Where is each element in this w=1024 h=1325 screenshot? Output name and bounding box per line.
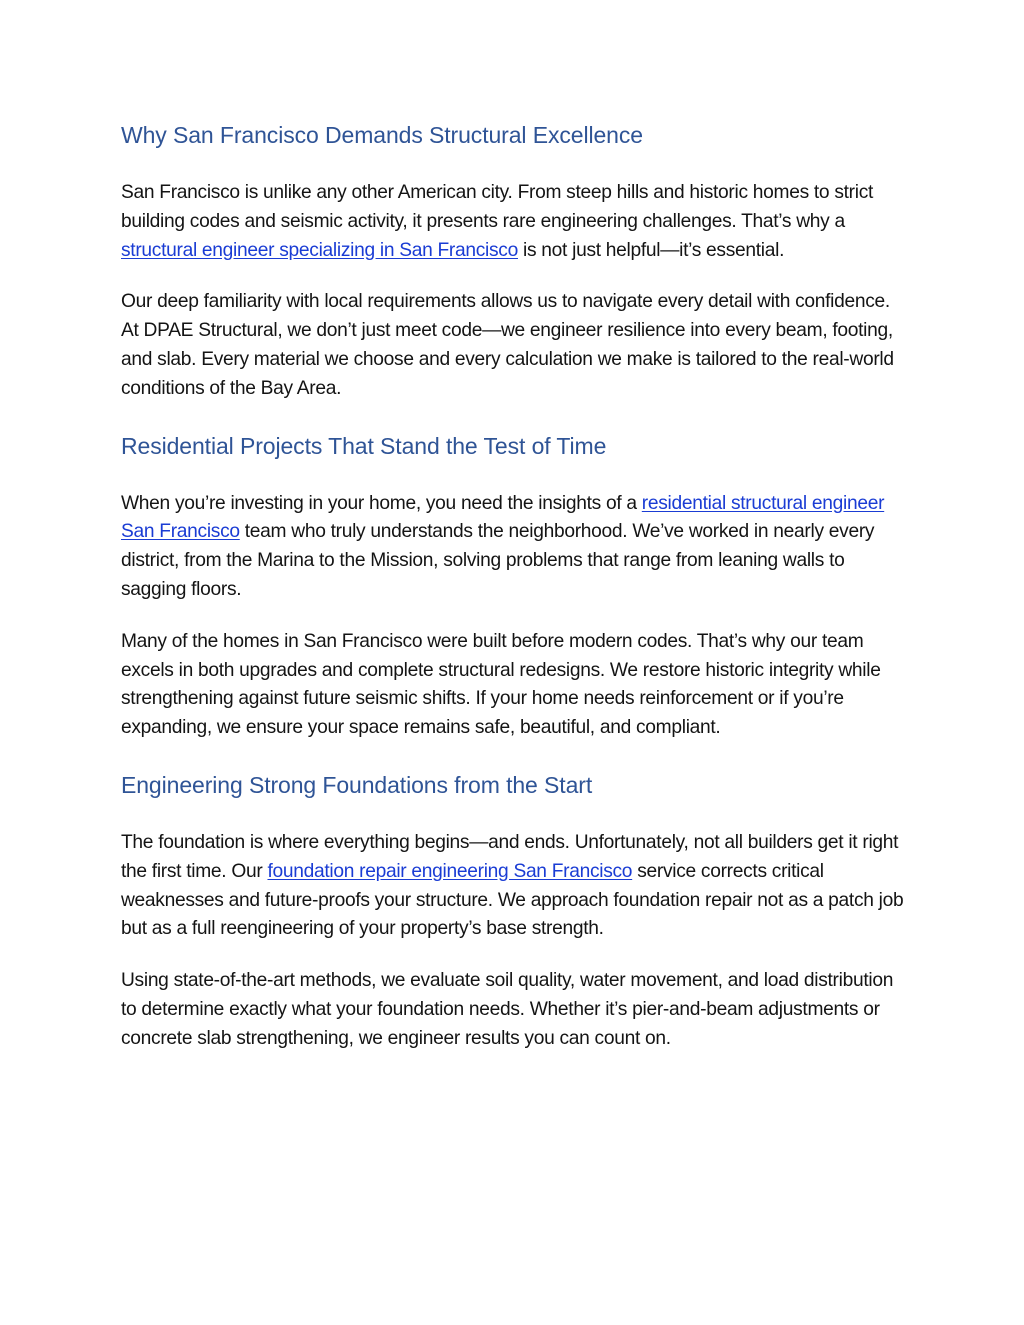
paragraph-text: The foundation is where everything begins—and ends. Unfortunately, not all builders get it right the first time. Our [121,831,899,882]
section-heading-sf-excellence: Why San Francisco Demands Structural Excellence [121,122,643,148]
paragraph-sf-intro [121,179,911,265]
paragraph-text: When you’re investing in your home, you need the insights of a [121,492,642,514]
paragraph-text: is not just helpful—it’s essential. [517,239,785,261]
paragraph-foundation-methods: Using state-of-the-art methods, we evaluate soil quality, water movement, and load distribution to determine exactly what your foundation needs. Whether it’s pier-and-beam adjustments or concrete slab strengthening, we engineer results you can count on. [121,970,894,1049]
section-heading-foundations: Engineering Strong Foundations from the Start [121,771,593,798]
paragraph-foundation-intro [121,829,911,944]
paragraph-residential-intro [121,490,911,605]
paragraph-local-familiarity: Our deep familiarity with local requirements allows us to navigate every detail with confidence. At DPAE Structural, we don’t just meet code—we engineer resilience into every beam, footing, and slab. Every material we choose and every calculation we make is tailored to the real-world conditions of the Bay Area. [121,291,894,399]
link-residential-structural-engineer[interactable]: residential structural engineer San Francisco [121,492,885,543]
paragraph-historic-homes: Many of the homes in San Francisco were built before modern codes. That’s why our team excels in both upgrades and complete structural redesigns. We restore historic integrity while strengthening against future seismic shifts. If your home needs reinforcement or if you’re expanding, we ensure your space remains safe, beautiful, and compliant. [121,630,881,739]
paragraph-text: San Francisco is unlike any other American city. From steep hills and historic homes to strict building codes and seismic activity, it presents rare engineering challenges. That’s why a [121,182,874,232]
section-heading-residential: Residential Projects That Stand the Test of Time [121,432,607,459]
link-structural-engineer-sf[interactable]: structural engineer specializing in San Francisco [121,239,518,261]
document-page [121,118,911,1054]
paragraph-text: team who truly understands the neighborhood. We’ve worked in nearly every district, from the Marina to the Mission, solving problems that range from leaning walls to sagging floors. [121,521,875,600]
link-foundation-repair-engineering[interactable]: foundation repair engineering San Francisco [267,860,633,882]
paragraph-text: service corrects critical weaknesses and future-proofs your structure. We approach foundation repair not as a patch job but as a full reengineering of your property’s base strength. [121,860,904,940]
